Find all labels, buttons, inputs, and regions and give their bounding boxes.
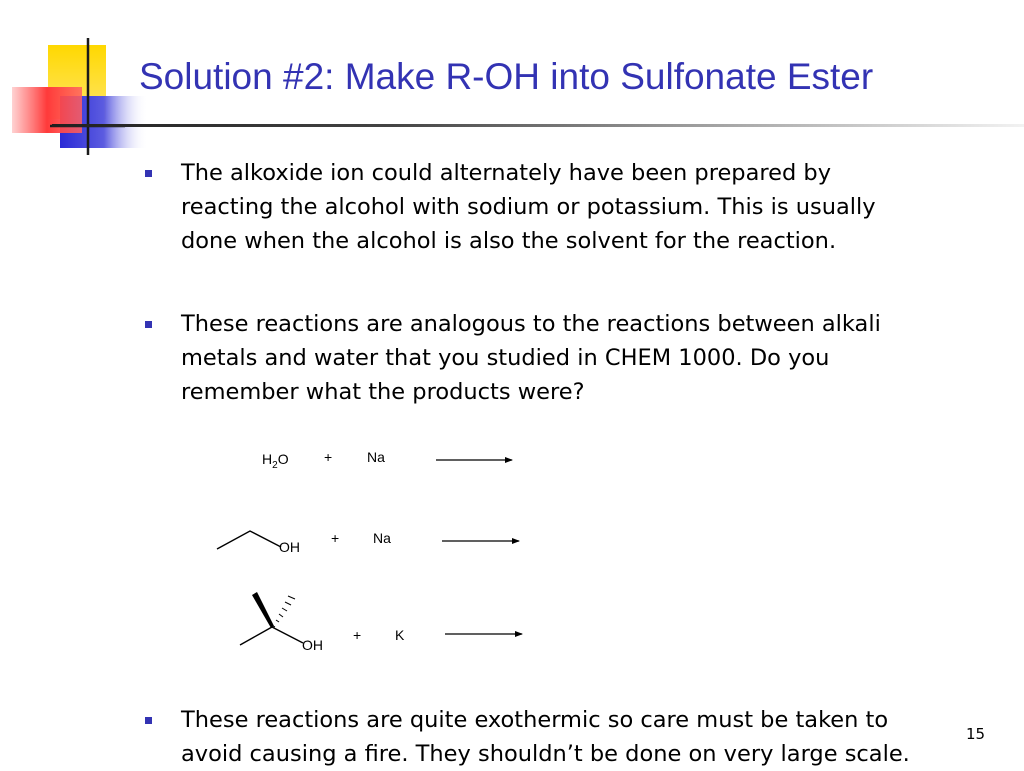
reaction-water-sodium [262, 449, 512, 471]
sodium-label: Na [373, 530, 391, 546]
sodium-label: Na [367, 449, 385, 465]
ethanol-skeleton [217, 531, 281, 549]
bullet-marker [145, 717, 152, 724]
hydroxyl-label: OH [279, 539, 300, 555]
reaction-ethanol-sodium [217, 530, 519, 555]
plus-sign: + [324, 449, 333, 465]
potassium-label: K [395, 627, 405, 643]
hydroxyl-label: OH [302, 637, 323, 653]
plus-sign: + [353, 627, 362, 643]
bullet-text: The alkoxide ion could alternately have been prepared by reacting the alcohol with sodium or potassium. This is usually done when the alcohol is also the solvent for the reaction. [181, 160, 876, 254]
slide-title: Solution #2: Make R-OH into Sulfonate Ester [139, 56, 874, 97]
bullet-text: These reactions are quite exothermic so care must be taken to avoid causing a fire. They shouldn’t be done on very large scale. [181, 707, 910, 767]
plus-sign: + [331, 530, 340, 546]
wedge-bond [252, 592, 274, 628]
hash-bond [273, 596, 295, 627]
reaction-tbutanol-potassium [240, 592, 522, 653]
page-number: 15 [966, 725, 986, 743]
water-formula: $H_2O$ [262, 451, 289, 471]
bullet-text: These reactions are analogous to the reactions between alkali metals and water that you studied in CHEM 1000. Do you remember what the products were? [181, 311, 881, 405]
methyl-bond [240, 627, 272, 645]
c-o-bond [272, 627, 303, 643]
